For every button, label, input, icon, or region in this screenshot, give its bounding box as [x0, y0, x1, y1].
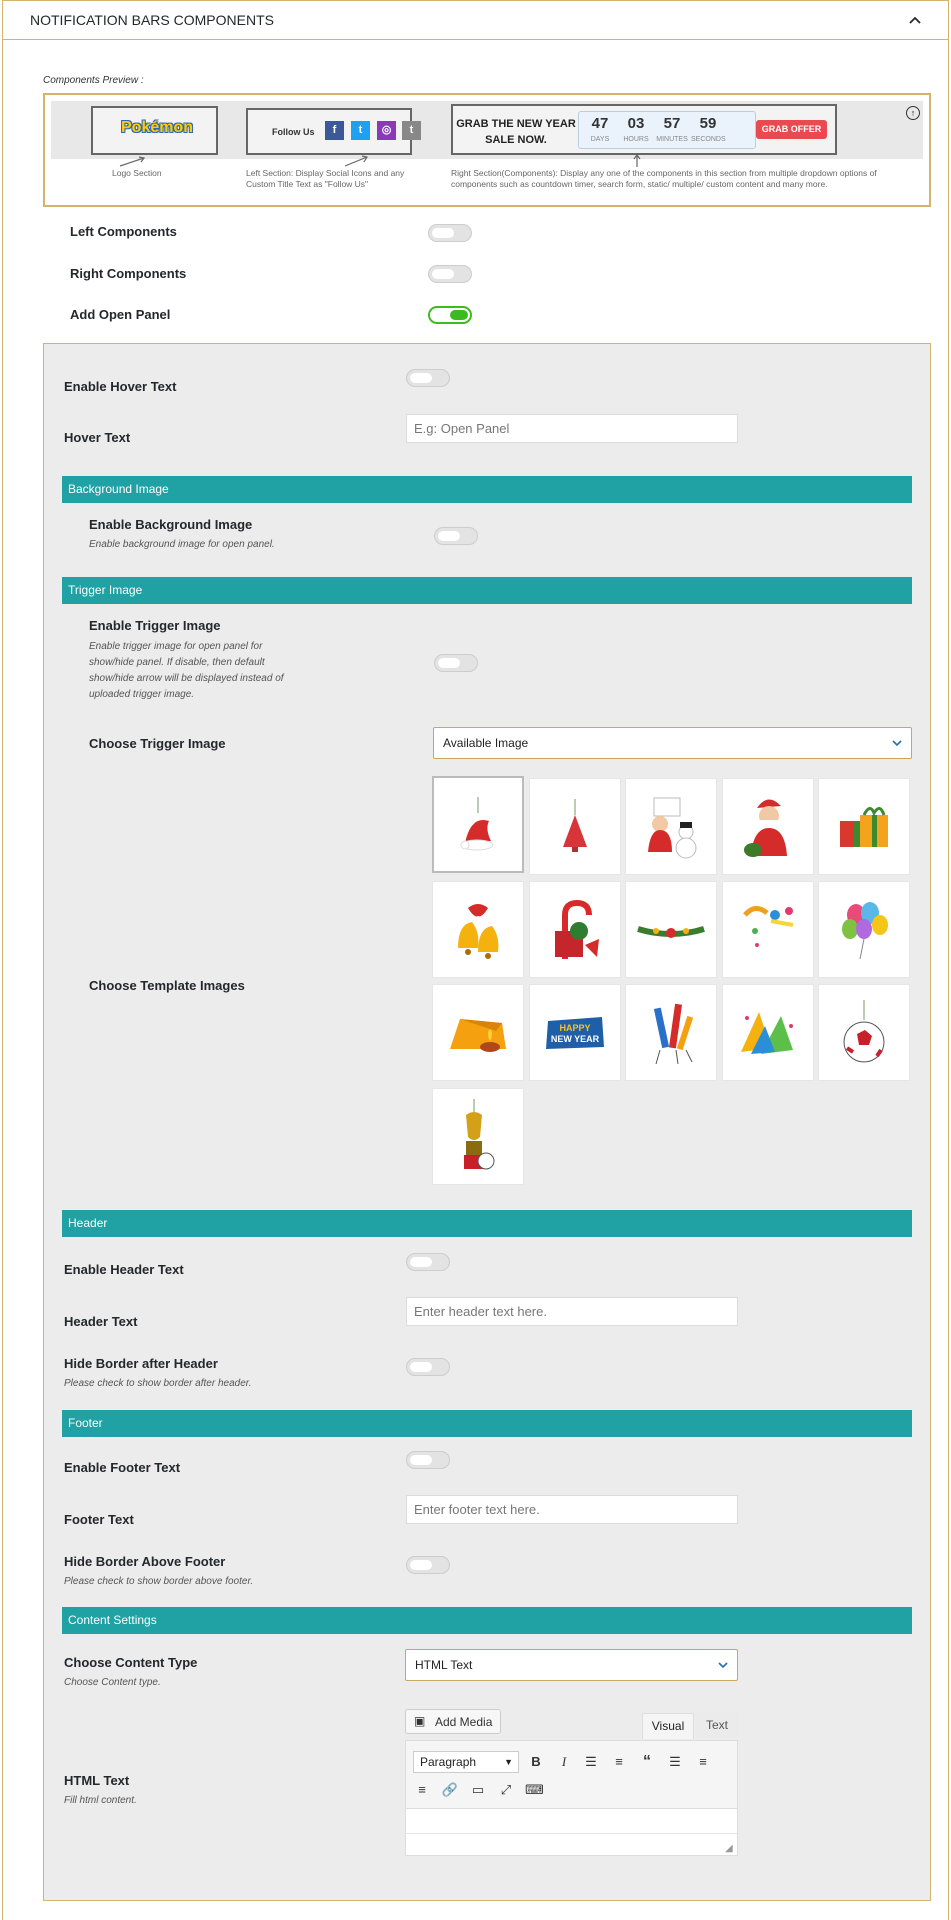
facebook-icon: f: [325, 121, 344, 140]
enable-footer-text-label: Enable Footer Text: [64, 1460, 181, 1475]
enable-trigger-image-toggle[interactable]: [434, 654, 478, 672]
enable-hover-text-toggle[interactable]: [406, 369, 450, 387]
enable-hover-text-label: Enable Hover Text: [64, 379, 177, 394]
chevron-down-icon: [718, 1660, 728, 1670]
gift-box-icon: [834, 799, 894, 855]
enable-background-image-toggle[interactable]: [434, 527, 478, 545]
santa-hat-icon: [455, 795, 501, 855]
footer-section: Footer: [62, 1410, 912, 1437]
chevron-up-icon[interactable]: [908, 13, 922, 27]
format-select[interactable]: [413, 1751, 519, 1773]
template-garland[interactable]: [625, 881, 717, 978]
bold-icon[interactable]: B: [531, 1754, 541, 1769]
right-components-label: Right Components: [70, 266, 187, 281]
content-type-value: HTML Text: [415, 1658, 473, 1672]
footer-text-label: Footer Text: [64, 1512, 134, 1527]
choose-content-type-label: Choose Content Type: [64, 1655, 198, 1670]
garland-icon: [636, 915, 706, 945]
countdown-unit: HOURS: [623, 136, 649, 143]
html-editor: [405, 1740, 738, 1856]
template-candy-gift[interactable]: [529, 881, 621, 978]
instagram-icon: ◎: [377, 121, 396, 140]
enable-header-text-label: Enable Header Text: [64, 1262, 184, 1277]
left-section-caption: Left Section: Display Social Icons and any Custom Title Text as "Follow Us": [246, 168, 405, 189]
countdown-number: 57: [663, 115, 681, 132]
happy-new-year-icon: [542, 1011, 608, 1055]
enable-background-image-desc: Enable background image for open panel.: [89, 539, 275, 550]
grab-offer-button: GRAB OFFER: [756, 120, 827, 139]
left-components-label: Left Components: [70, 224, 177, 239]
tab-text[interactable]: Text: [696, 1713, 738, 1739]
keyboard-icon[interactable]: ⌨: [525, 1782, 544, 1797]
background-image-section: Background Image: [62, 476, 912, 503]
enable-trigger-image-desc: Enable trigger image for open panel for show/hide panel. If disable, then default show/hide arrow will be displayed instead of uploaded trigger image.: [89, 641, 284, 700]
santa-claus-icon: [737, 792, 799, 862]
chevron-down-icon: [892, 738, 902, 748]
italic-icon[interactable]: I: [561, 1754, 567, 1769]
arrow-up-circle-icon[interactable]: ↑: [906, 106, 920, 120]
choose-trigger-image-label: Choose Trigger Image: [89, 736, 226, 751]
tree-ornament-icon: [555, 797, 595, 857]
header-text-input[interactable]: Enter header text here.: [406, 1297, 738, 1326]
countdown-timer: [578, 111, 756, 149]
bullet-list-icon[interactable]: ☰: [585, 1754, 597, 1769]
html-text-desc: Fill html content.: [64, 1795, 137, 1806]
read-more-icon[interactable]: ▭: [471, 1782, 485, 1797]
arrow-icon: [118, 154, 148, 168]
content-settings-section: Content Settings: [62, 1607, 912, 1634]
numbered-list-icon[interactable]: ≡: [615, 1754, 623, 1769]
media-icon: ▣: [414, 1714, 426, 1728]
enable-header-text-toggle[interactable]: [406, 1253, 450, 1271]
editor-divider: [406, 1833, 737, 1834]
tent-lamp-icon: [446, 1009, 510, 1057]
tumblr-icon: t: [402, 121, 421, 140]
footer-text-input[interactable]: Enter footer text here.: [406, 1495, 738, 1524]
header-text-label: Header Text: [64, 1314, 138, 1329]
balloons-icon: [836, 897, 892, 963]
hide-border-above-footer-toggle[interactable]: [406, 1556, 450, 1574]
santa-snowman-icon: [636, 792, 706, 862]
countdown-number: 59: [699, 115, 717, 132]
arrow-icon: [631, 154, 643, 168]
template-santa-claus[interactable]: [722, 778, 814, 875]
template-tree-ornament[interactable]: [529, 778, 621, 875]
hover-text-input[interactable]: E.g: Open Panel: [406, 414, 738, 443]
right-section-caption: Right Section(Components): Display any one of the components in this section from multiple dropdown options of components such as countdown timer, search form, static/ multiple/ custom content and many more.: [451, 168, 877, 189]
hide-border-after-header-desc: Please check to show border after header.: [64, 1378, 252, 1389]
countdown-unit: DAYS: [590, 136, 610, 143]
arrow-icon: [343, 154, 371, 168]
bells-icon: [448, 898, 508, 962]
template-happy-new-year[interactable]: [529, 984, 621, 1081]
pokemon-logo: Pokémon: [121, 119, 194, 136]
template-fireworks[interactable]: [625, 984, 717, 1081]
section-header[interactable]: [2, 0, 949, 40]
template-party-hats[interactable]: [722, 984, 814, 1081]
template-santa-hat[interactable]: [432, 776, 524, 873]
trigger-image-select[interactable]: [433, 727, 912, 759]
blockquote-icon[interactable]: “: [643, 1753, 651, 1770]
countdown-number: 47: [591, 115, 609, 132]
add-media-label: Add Media: [435, 1715, 493, 1729]
countdown-unit: MINUTES: [656, 136, 688, 143]
hide-border-above-footer-desc: Please check to show border above footer.: [64, 1576, 254, 1587]
preview-logo-box: [91, 106, 218, 155]
add-media-button[interactable]: [405, 1709, 501, 1734]
hide-border-after-header-label: Hide Border after Header: [64, 1356, 218, 1371]
logo-caption: Logo Section: [112, 168, 162, 178]
right-components-toggle[interactable]: [428, 265, 472, 283]
hide-border-after-header-toggle[interactable]: [406, 1358, 450, 1376]
trophy-ball-icon: [458, 1097, 498, 1177]
choose-content-type-desc: Choose Content type.: [64, 1677, 161, 1688]
align-right-icon[interactable]: ≡: [418, 1782, 426, 1797]
confetti-icon: [735, 897, 801, 963]
fullscreen-icon[interactable]: ⤢: [500, 1782, 512, 1797]
hover-text-label: Hover Text: [64, 430, 131, 445]
fireworks-icon: [646, 998, 696, 1068]
choose-template-images-label: Choose Template Images: [89, 978, 245, 993]
promo-text: GRAB THE NEW YEAR SALE NOW.: [456, 118, 576, 146]
svg-text:NEW YEAR: NEW YEAR: [550, 1033, 600, 1044]
align-center-icon[interactable]: ≡: [699, 1754, 707, 1769]
format-value: Paragraph: [420, 1755, 477, 1769]
content-type-select[interactable]: [405, 1649, 738, 1681]
enable-trigger-image-label: Enable Trigger Image: [89, 618, 221, 633]
party-hats-icon: [735, 1006, 801, 1060]
follow-us-label: Follow Us: [272, 127, 315, 137]
template-balloons[interactable]: [818, 881, 910, 978]
template-gift-box[interactable]: [818, 778, 910, 875]
soccer-ball-icon: [839, 998, 889, 1068]
caret-down-icon: ▼: [504, 1757, 513, 1767]
trigger-image-value: Available Image: [443, 736, 529, 750]
template-santa-snowman[interactable]: [625, 778, 717, 875]
resize-handle-icon[interactable]: ◢: [725, 1843, 733, 1854]
add-open-panel-label: Add Open Panel: [70, 307, 171, 322]
enable-background-image-label: Enable Background Image: [89, 517, 253, 532]
components-preview-label: Components Preview :: [43, 75, 144, 86]
preview-right-box: [451, 104, 837, 155]
template-bells[interactable]: [432, 881, 524, 978]
header-section: Header: [62, 1210, 912, 1237]
tab-visual[interactable]: Visual: [642, 1713, 694, 1739]
trigger-image-section: Trigger Image: [62, 577, 912, 604]
section-title: NOTIFICATION BARS COMPONENTS: [30, 12, 274, 28]
template-confetti[interactable]: [722, 881, 814, 978]
enable-footer-text-toggle[interactable]: [406, 1451, 450, 1469]
countdown-number: 03: [627, 115, 645, 132]
template-tent-lamp[interactable]: [432, 984, 524, 1081]
twitter-icon: t: [351, 121, 370, 140]
add-open-panel-toggle[interactable]: [428, 306, 472, 324]
hide-border-above-footer-label: Hide Border Above Footer: [64, 1554, 226, 1569]
template-soccer-ball[interactable]: [818, 984, 910, 1081]
preview-follow-box: [246, 108, 412, 155]
left-components-toggle[interactable]: [428, 224, 472, 242]
candy-gift-icon: [545, 895, 605, 965]
svg-text:HAPPY: HAPPY: [559, 1022, 591, 1033]
template-trophy-ball[interactable]: [432, 1088, 524, 1185]
align-left-icon[interactable]: ☰: [669, 1754, 681, 1769]
link-icon[interactable]: 🔗: [441, 1782, 459, 1797]
html-text-label: HTML Text: [64, 1773, 130, 1788]
countdown-unit: SECONDS: [691, 136, 726, 143]
